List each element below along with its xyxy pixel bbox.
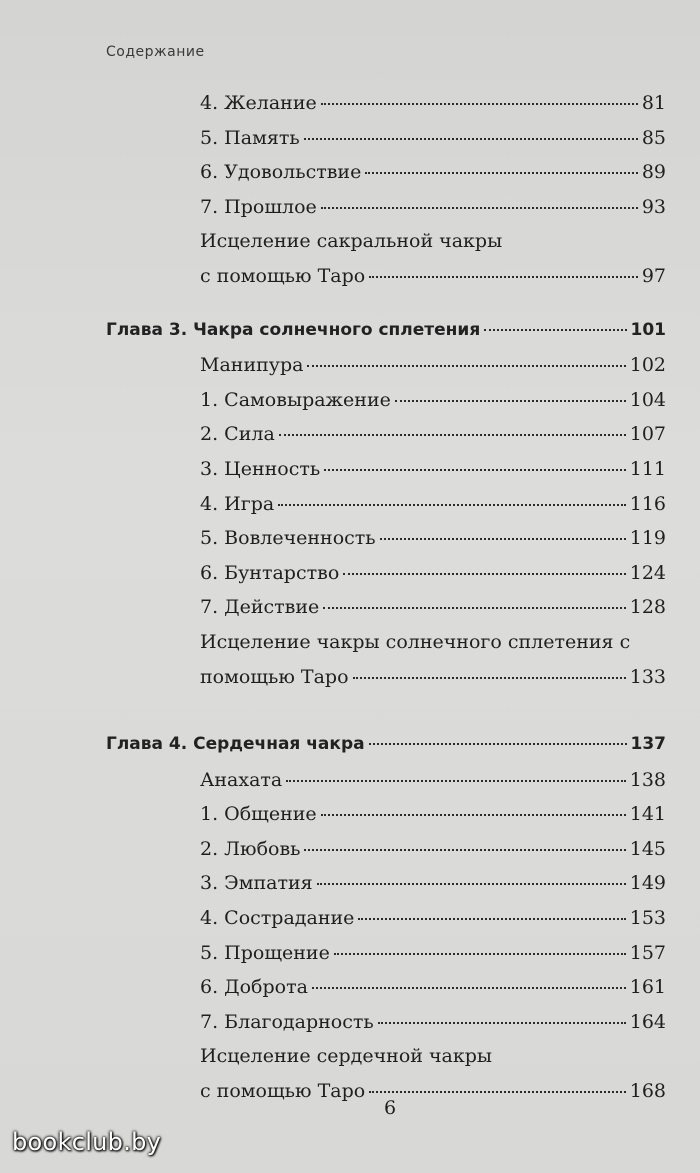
toc-entry-title: 1. Самовыражение <box>200 388 391 411</box>
leader-dots <box>317 883 626 885</box>
toc-entry[interactable] <box>106 562 666 597</box>
toc-entry-page: 141 <box>629 803 666 826</box>
toc-entry[interactable] <box>106 596 666 631</box>
toc-entry-page: 161 <box>629 976 666 999</box>
toc-entry[interactable] <box>106 907 666 942</box>
toc-entry-title: Исцеление сердечной чакры <box>200 1045 493 1068</box>
leader-dots <box>484 329 626 331</box>
toc-entry[interactable] <box>106 1011 666 1046</box>
watermark: bookclub.by <box>12 1128 162 1156</box>
toc-entry[interactable] <box>106 872 666 907</box>
toc-entry[interactable] <box>106 976 666 1011</box>
toc-entry-title: Исцеление сакральной чакры <box>200 230 503 253</box>
toc-chapter-4[interactable] <box>106 734 666 769</box>
toc-entry-page: 116 <box>629 492 666 515</box>
toc-entry-page: 149 <box>629 872 666 895</box>
toc-entry[interactable] <box>106 92 666 127</box>
toc-entry[interactable] <box>106 493 666 528</box>
toc-entry-healing-line1[interactable] <box>106 230 666 265</box>
running-header: Содержание <box>106 44 205 60</box>
toc-entry-title: 7. Действие <box>200 596 320 619</box>
leader-dots <box>304 138 638 140</box>
leader-dots <box>369 1091 626 1093</box>
toc-entry-page: 133 <box>629 665 666 688</box>
toc-entry-page: 124 <box>629 561 666 584</box>
toc-entry[interactable] <box>106 803 666 838</box>
toc-entry[interactable] <box>106 161 666 196</box>
leader-dots <box>353 677 626 679</box>
toc-entry-title: 5. Вовлеченность <box>200 527 376 550</box>
toc-entry-title: 7. Прошлое <box>200 195 317 218</box>
toc-entry-page: 111 <box>629 457 666 480</box>
leader-dots <box>369 276 638 278</box>
toc-entry[interactable] <box>106 354 666 389</box>
toc-entry-title: 5. Память <box>200 126 300 149</box>
toc-entry[interactable] <box>106 196 666 231</box>
toc-entry[interactable] <box>106 423 666 458</box>
toc-entry[interactable] <box>106 127 666 162</box>
leader-dots <box>278 504 626 506</box>
toc-entry-title: с помощью Таро <box>200 264 366 287</box>
leader-dots <box>321 103 638 105</box>
toc-entry-page: 145 <box>629 837 666 860</box>
toc-entry[interactable] <box>106 458 666 493</box>
toc-entry-title: 1. Общение <box>200 803 317 826</box>
toc-entry-title: 6. Доброта <box>200 976 308 999</box>
leader-dots <box>365 172 637 174</box>
toc-entry[interactable] <box>106 769 666 804</box>
toc-entry[interactable] <box>106 527 666 562</box>
toc-entry-title: 4. Желание <box>200 92 317 114</box>
toc-entry-title: помощью Таро <box>200 665 349 688</box>
toc-entry-title: 6. Удовольствие <box>200 161 362 184</box>
chapter-title: Глава 4. Сердечная чакра <box>106 734 365 755</box>
leader-dots <box>307 365 625 367</box>
toc-entry-healing-line2[interactable] <box>106 265 666 300</box>
toc-entry-page: 89 <box>641 161 666 184</box>
leader-dots <box>279 434 626 436</box>
leader-dots <box>380 538 626 540</box>
toc-entry-page: 168 <box>629 1080 666 1103</box>
toc-entry-page: 81 <box>641 92 666 114</box>
leader-dots <box>324 469 625 471</box>
toc-entry-title: 2. Сила <box>200 423 275 446</box>
toc-entry-title: Исцеление чакры солнечного сплетения с <box>200 630 631 653</box>
leader-dots <box>312 987 626 989</box>
leader-dots <box>304 849 625 851</box>
leader-dots <box>286 780 625 782</box>
toc-entry-title: 6. Бунтарство <box>200 561 340 584</box>
toc-entry-title: 3. Ценность <box>200 457 321 480</box>
toc-entry-healing-line1[interactable] <box>106 631 666 666</box>
toc-entry-page: 164 <box>629 1010 666 1033</box>
leader-dots <box>395 400 626 402</box>
toc-entry-page: 153 <box>629 907 666 930</box>
leader-dots <box>334 953 626 955</box>
toc-entry[interactable] <box>106 838 666 873</box>
toc-entry-page: 157 <box>629 941 666 964</box>
toc-entry-title: с помощью Таро <box>200 1080 366 1103</box>
toc-entry-title: Манипура <box>200 354 304 377</box>
chapter-title: Глава 3. Чакра солнечного сплетения <box>106 319 481 340</box>
toc-entry-page: 97 <box>641 264 666 287</box>
chapter-page: 101 <box>630 319 666 340</box>
chapter-page: 137 <box>630 734 666 755</box>
toc-entry[interactable] <box>106 389 666 424</box>
toc-entry-healing-line2[interactable] <box>106 666 666 701</box>
toc-entry-title: 4. Сострадание <box>200 907 355 930</box>
toc-entry-title: 3. Эмпатия <box>200 872 313 895</box>
leader-dots <box>323 607 625 609</box>
toc-entry-title: 7. Благодарность <box>200 1010 374 1033</box>
toc-entry-title: Анахата <box>200 768 283 791</box>
toc-entry-title: 2. Любовь <box>200 837 301 860</box>
leader-dots <box>343 573 625 575</box>
leader-dots <box>358 918 625 920</box>
leader-dots <box>321 207 638 209</box>
toc-entry-title: 5. Прощение <box>200 941 330 964</box>
toc-entry-page: 107 <box>629 423 666 446</box>
toc-entry-page: 138 <box>629 768 666 791</box>
toc-entry-page: 128 <box>629 596 666 619</box>
leader-dots <box>378 1022 626 1024</box>
leader-dots <box>369 743 627 745</box>
toc-chapter-3[interactable] <box>106 320 666 355</box>
page-number: 6 <box>383 1097 397 1119</box>
table-of-contents <box>106 92 666 1115</box>
toc-entry-page: 85 <box>641 126 666 149</box>
toc-entry-page: 104 <box>629 388 666 411</box>
toc-entry-title: 4. Игра <box>200 492 275 515</box>
toc-entry[interactable] <box>106 942 666 977</box>
toc-entry-page: 93 <box>641 195 666 218</box>
toc-entry-page: 119 <box>629 527 666 550</box>
toc-entry-page: 102 <box>629 354 666 377</box>
leader-dots <box>321 814 626 816</box>
toc-entry-healing-line1[interactable] <box>106 1045 666 1080</box>
